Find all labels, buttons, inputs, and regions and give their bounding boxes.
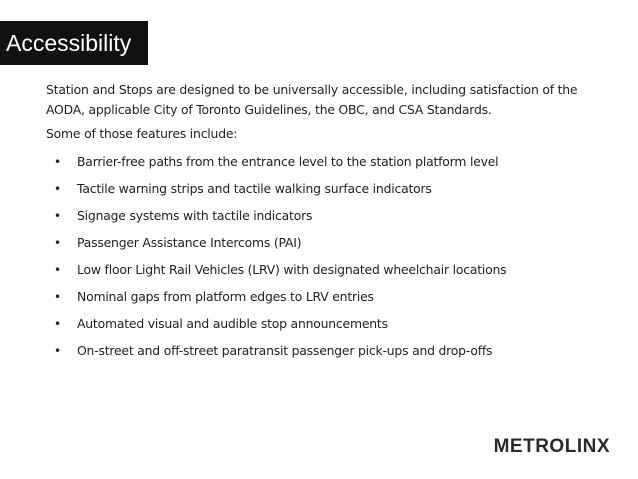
feature-item bbox=[46, 233, 591, 260]
feature-item bbox=[46, 152, 591, 179]
feature-list bbox=[46, 152, 591, 368]
feature-item bbox=[46, 179, 591, 206]
feature-text: On-street and off-street paratransit passenger pick-ups and drop-offs bbox=[77, 343, 493, 358]
bullet-icon: • bbox=[54, 182, 61, 196]
bullet-icon: • bbox=[54, 209, 61, 223]
feature-text: Passenger Assistance Intercoms (PAI) bbox=[77, 235, 302, 250]
feature-text: Signage systems with tactile indicators bbox=[77, 208, 313, 223]
feature-item bbox=[46, 314, 591, 341]
bullet-icon: • bbox=[54, 263, 61, 277]
slide-content bbox=[46, 80, 591, 368]
intro-paragraph: Station and Stops are designed to be universally accessible, including satisfaction of the AODA, applicable City of Toronto Guidelines, the OBC, and CSA Standards. bbox=[46, 82, 578, 117]
bullet-icon: • bbox=[54, 290, 61, 304]
feature-item bbox=[46, 260, 591, 287]
bullet-icon: • bbox=[54, 344, 61, 358]
feature-item bbox=[46, 206, 591, 233]
feature-text: Low floor Light Rail Vehicles (LRV) with designated wheelchair locations bbox=[77, 262, 507, 277]
bullet-icon: • bbox=[54, 317, 61, 331]
metrolinx-logo: METROLINX bbox=[493, 436, 610, 457]
feature-item bbox=[46, 341, 591, 368]
slide-title: Accessibility bbox=[0, 21, 148, 65]
lead-text: Some of those features include: bbox=[46, 126, 238, 141]
feature-text: Tactile warning strips and tactile walking surface indicators bbox=[77, 181, 432, 196]
bullet-icon: • bbox=[54, 155, 61, 169]
feature-text: Nominal gaps from platform edges to LRV entries bbox=[77, 289, 374, 304]
feature-text: Automated visual and audible stop announcements bbox=[77, 316, 388, 331]
feature-item bbox=[46, 287, 591, 314]
feature-text: Barrier-free paths from the entrance level to the station platform level bbox=[77, 154, 499, 169]
bullet-icon: • bbox=[54, 236, 61, 250]
